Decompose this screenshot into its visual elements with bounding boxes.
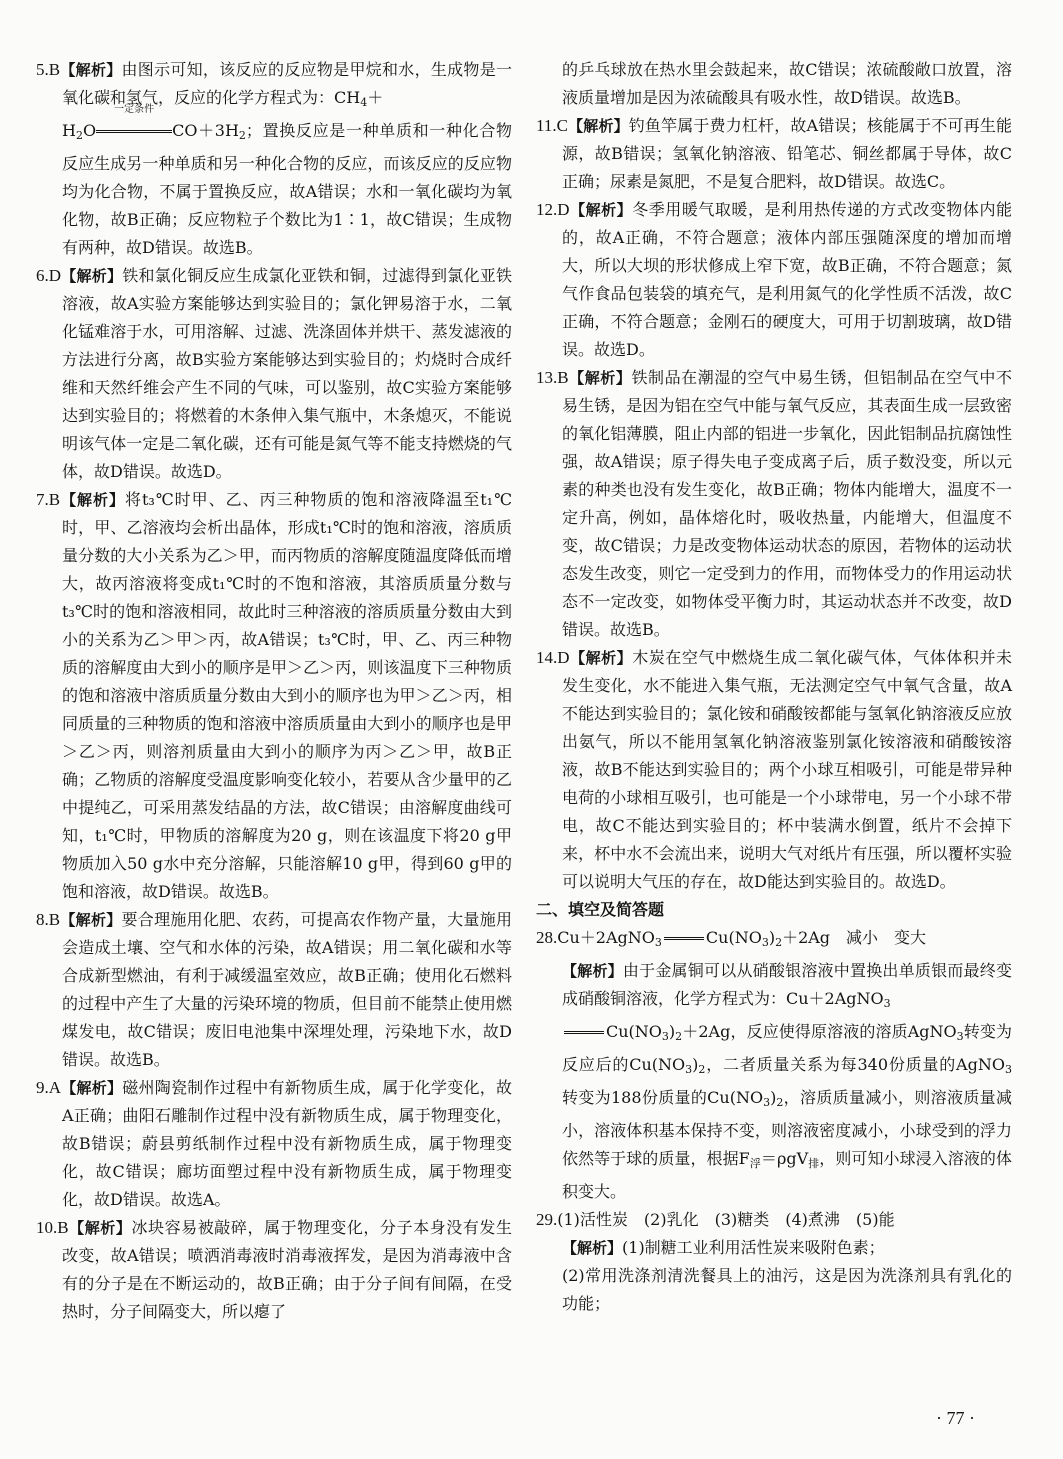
answer-q6: 6.D【解析】铁和氯化铜反应生成氯化亚铁和铜，过滤得到氯化亚铁溶液，故A实验方案能够达到实验目的；氯化钾易溶于水，二氧化锰难溶于水，可用溶解、过滤、洗涤固体并烘干、蒸发滤液的方法进行分离，故B实验方案能够达到实验目的；灼烧时合成纤维和天然纤维会产生不同的气味，可以鉴别，故C实验方案能够达到实验目的；将燃着的木条伸入集气瓶中，木条熄灭，不能说明该气体一定是二氧化碳，还有可能是氮气等不能支持燃烧的气体，故D错误。故选D。	[36, 266, 512, 481]
question-number: 7.B	[36, 490, 61, 509]
analysis-tag: 【解析】	[61, 267, 123, 285]
left-column	[36, 56, 512, 1326]
answer-q13: 13.B【解析】铁制品在潮湿的空气中易生锈，但铝制品在空气中不易生锈，是因为铝在空气中能与氧气反应，其表面生成一层致密的氧化铝薄膜，阻止内部的铝进一步氧化，因此铝制品抗腐蚀性强，故A错误；原子得失电子变成离子后，质子数没变，所以元素的种类也没有发生变化，故B正确；物体内能增大，温度不一定升高，例如，晶体熔化时，吸收热量，内能增大，但温度不变，故C错误；力是改变物体运动状态的原因，若物体的运动状态发生改变，则它一定受到力的作用，而物体受力的作用运动状态不一定改变，如物体受平衡力时，其运动状态并不改变，故D错误。故选B。	[536, 368, 1012, 639]
answer-q5: 5.B【解析】由图示可知，该反应的反应物是甲烷和水，生成物是一氧化碳和氢气，反应的化学方程式为：$CH_4+$ $H_2O$ 一定条件 $CO+3H_2$；置换反应是一种单质和一种化合物反应生成另一种单质和另一种化合物的反应，而该反应的反应物均为化合物，不属于置换反应，故A错误；水和一氧化碳均为氧化物，故B正确；反应物粒子个数比为1∶1，故C错误；生成物有两种，故D错误。故选B。	[36, 60, 512, 257]
analysis-tag: 【解析】	[568, 369, 632, 387]
reaction-condition-arrow: 一定条件	[96, 117, 172, 145]
answer-q12: 12.D【解析】冬季用暖气取暖，是利用热传递的方式改变物体内能的，故A正确，不符合题意；液体内部压强随深度的增加而增大，所以大坝的形状修成上窄下宽，故B正确，不符合题意；氮气作食品包装袋的填充气，是利用氮气的化学性质不活泼，故C正确，不符合题意；金刚石的硬度大，可用于切割玻璃，故D错误。故选D。	[536, 200, 1012, 359]
analysis-tag: 【解析】	[60, 491, 125, 509]
question-number: 6.D	[36, 266, 62, 285]
analysis-tag: 【解析】	[562, 1239, 623, 1257]
analysis-tag: 【解析】	[567, 117, 629, 135]
analysis-tag: 【解析】	[569, 201, 633, 219]
equals-sign	[564, 1031, 604, 1034]
question-number: 8.B	[36, 910, 61, 929]
question-number: 12.D	[536, 200, 570, 219]
page-number: · 77 ·	[936, 1408, 975, 1428]
question-number: 10.B	[36, 1218, 69, 1237]
question-number: 13.B	[536, 368, 569, 387]
answer-q28: 28.Cu＋2AgNO$_3$ $Cu(NO_3)_2+2Ag$ 减小 变大	[536, 928, 927, 949]
analysis-tag: 【解析】	[562, 962, 623, 980]
answer-q29-analysis: 【解析】(1)制糖工业利用活性炭来吸附色素； (2)常用洗涤剂清洗餐具上的油污，这是因为洗涤剂具有乳化的功能；	[562, 1238, 1012, 1313]
answer-q9: 9.A【解析】磁州陶瓷制作过程中有新物质生成，属于化学变化，故A正确；曲阳石雕制作过程中没有新物质生成，属于物理变化，故B错误；蔚县剪纸制作过程中没有新物质生成，属于物理变化，故C错误；廊坊面塑过程中没有新物质生成，属于物理变化，故D错误。故选A。	[36, 1078, 512, 1209]
answer-q28-analysis: 【解析】由于金属铜可以从硝酸银溶液中置换出单质银而最终变成硝酸铜溶液，化学方程式为：Cu＋2AgNO$_3$ $Cu(NO_3)_2+2Ag$，反应使得原溶液的溶质AgNO$_3$转变为反应后的$Cu(NO_3)_2$，二者质量关系为每340份质量的AgNO$_3$转变为188份质量的$Cu(NO_3)_2$，溶质质量减小，则溶液质量减小，溶液体积基本保持不变，则溶液密度减小，小球受到的浮力依然等于球的质量，根据$F_浮=\rho gV_排$，则可知小球浸入溶液的体积变大。	[562, 961, 1012, 1201]
answer-q14: 14.D【解析】木炭在空气中燃烧生成二氧化碳气体，气体体积并未发生变化，水不能进入集气瓶，无法测定空气中氧气含量，故A不能达到实验目的；氯化铵和硝酸铵都能与氢氧化钠溶液反应放出氨气，所以不能用氢氧化钠溶液鉴别氯化铵溶液和硝酸铵溶液，故B不能达到实验目的；两个小球互相吸引，可能是带异种电荷的小球相互吸引，也可能是一个小球带电，另一个小球不带电，故C不能达到实验目的；杯中装满水倒置，纸片不会掉下来，杯中水不会流出来，说明大气对纸片有压强，所以覆杯实验可以说明大气压的存在，故D能达到实验目的。故选D。	[536, 648, 1012, 891]
question-number: 14.D	[536, 648, 570, 667]
analysis-tag: 【解析】	[61, 1079, 123, 1097]
answer-q29: 29.(1)活性炭 (2)乳化 (3)糖类 (4)煮沸 (5)能	[536, 1210, 895, 1229]
equals-sign	[664, 937, 704, 940]
question-number: 29.	[536, 1210, 558, 1229]
analysis-tag: 【解析】	[60, 911, 122, 929]
question-number: 5.B	[36, 60, 61, 79]
analysis-tag: 【解析】	[60, 61, 122, 79]
question-number: 11.C	[536, 116, 568, 135]
question-number: 9.A	[36, 1078, 62, 1097]
right-column	[536, 56, 1012, 1318]
analysis-tag: 【解析】	[569, 649, 633, 667]
answer-q10-continued: 的乒乓球放在热水里会鼓起来，故C错误；浓硫酸敞口放置，溶液质量增加是因为浓硫酸具有吸水性，故D错误。故选B。	[562, 60, 1012, 107]
answer-q8: 8.B【解析】要合理施用化肥、农药，可提高农作物产量，大量施用会造成土壤、空气和水体的污染，故A错误；用二氧化碳和水等合成新型燃油，有利于减缓温室效应，故B正确；使用化石燃料的过程中产生了大量的污染环境的物质，但目前不能禁止使用燃煤发电，故C错误；废旧电池集中深埋处理，污染地下水，故D错误。故选B。	[36, 910, 512, 1069]
answer-q7: 7.B【解析】将t₃℃时甲、乙、丙三种物质的饱和溶液降温至t₁℃时，甲、乙溶液均会析出晶体，形成t₁℃时的饱和溶液，溶质质量分数的大小关系为乙＞甲，而丙物质的溶解度随温度降低而增大，故丙溶液将变成t₁℃时的不饱和溶液，其溶质质量分数与t₃℃时的饱和溶液相同，故此时三种溶液的溶质质量分数由大到小的关系为乙＞甲＞丙，故A错误；t₃℃时，甲、乙、丙三种物质的溶解度由大到小的顺序是甲＞乙＞丙，则该温度下三种物质的饱和溶液中溶质质量分数由大到小的顺序也为甲＞乙＞丙，相同质量的三种物质的饱和溶液中溶质质量由大到小的顺序也是甲＞乙＞丙，则溶剂质量由大到小的顺序为丙＞乙＞甲，故B正确；乙物质的溶解度受温度影响变化较小，若要从含少量甲的乙中提纯乙，可采用蒸发结晶的方法，故C错误；由溶解度曲线可知，t₁℃时，甲物质的溶解度为20 g，则在该温度下将20 g甲物质加入50 g水中充分溶解，只能溶解10 g甲，得到60 g甲的饱和溶液，故D错误。故选B。	[36, 490, 512, 901]
answer-q11: 11.C【解析】钓鱼竿属于费力杠杆，故A错误；核能属于不可再生能源，故B错误；氢氧化钠溶液、铅笔芯、铜丝都属于导体，故C正确；尿素是氮肥，不是复合肥料，故D错误。故选C。	[536, 116, 1012, 191]
section-heading: 二、填空及简答题	[536, 900, 665, 919]
analysis-tag: 【解析】	[68, 1219, 132, 1237]
answer-q10: 10.B【解析】冰块容易被敲碎，属于物理变化，分子本身没有发生改变，故A错误；喷洒消毒液时消毒液挥发，是因为消毒液中含有的分子是在不断运动的，故B正确；由于分子间有间隔，在受热时，分子间隔变大，所以瘪了	[36, 1218, 512, 1321]
question-number: 28.	[536, 928, 558, 947]
